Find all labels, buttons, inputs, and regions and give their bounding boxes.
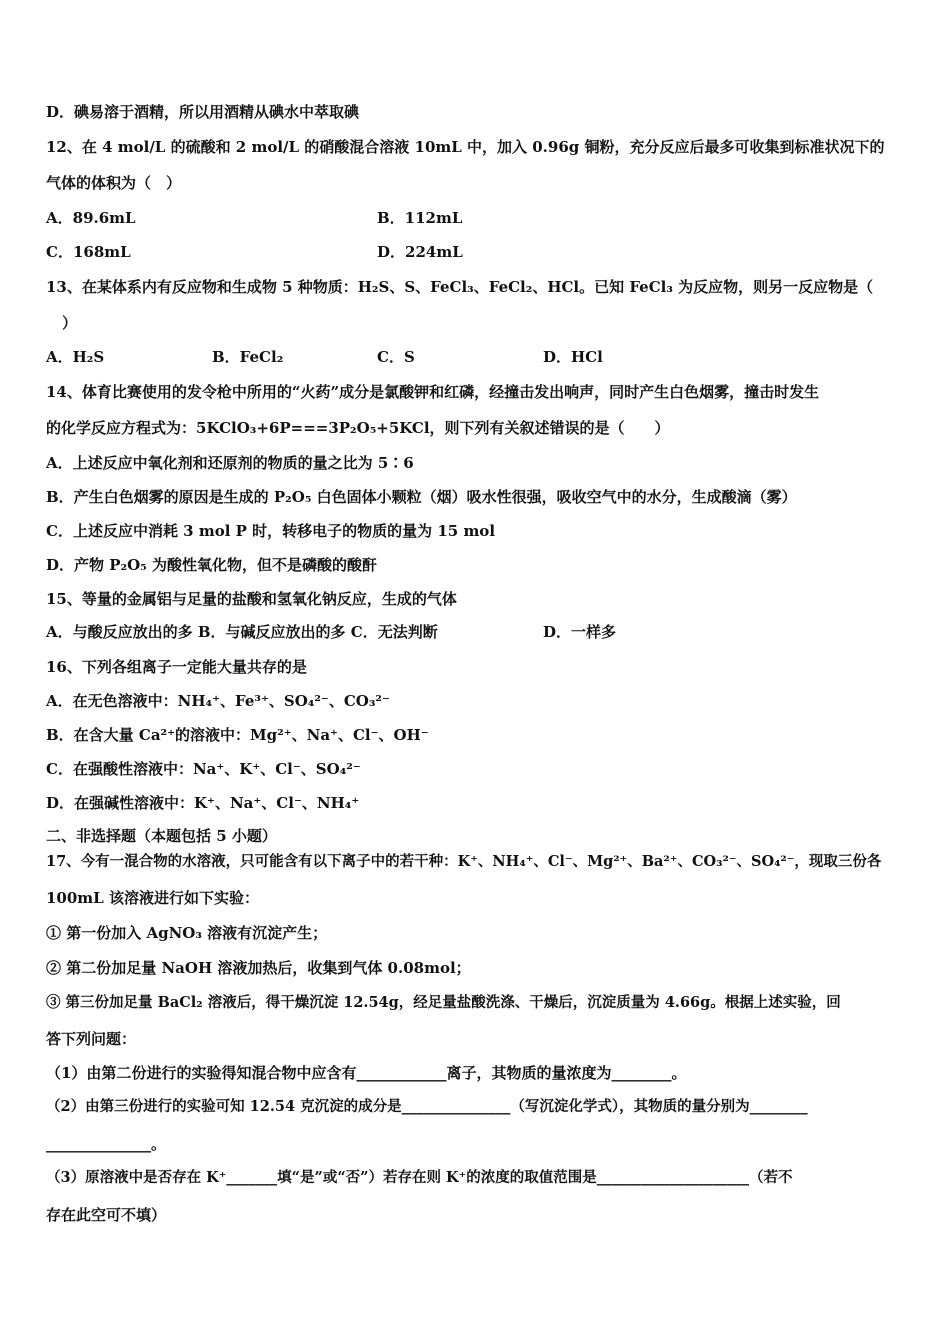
q12-option-b: B．112mL xyxy=(377,209,463,227)
q17-stem-end: 答下列问题： xyxy=(46,1030,137,1048)
q14-option-b: B．产生白色烟雾的原因是生成的 P₂O₅ 白色固体小颗粒（烟）吸水性很强，吸收空气中的水分，生成酸滴（雾） xyxy=(46,488,797,506)
q17-part-2: （2）由第三份进行的实验可知 12.54 克沉淀的成分是_______________（写沉淀化学式），其物质的量分别为________ xyxy=(46,1098,808,1115)
q17-step-3: ③ 第三份加足量 BaCl₂ 溶液后，得干燥沉淀 12.54g，经足量盐酸洗涤、干燥后，沉淀质量为 4.66g。根据上述实验，回 xyxy=(46,994,841,1011)
q13-option-d: D．HCl xyxy=(543,348,603,366)
q14-option-a: A．上述反应中氧化剂和还原剂的物质的量之比为 5∶6 xyxy=(46,454,414,472)
q13-option-c: C．S xyxy=(377,348,415,366)
q17-stem-line2: 100mL 该溶液进行如下实验： xyxy=(46,889,259,907)
q14-option-d: D．产物 P₂O₅ 为酸性氧化物，但不是磷酸的酸酐 xyxy=(46,556,377,574)
q16-option-d: D．在强碱性溶液中：K⁺、Na⁺、Cl⁻、NH₄⁺ xyxy=(46,794,360,812)
q13-option-a: A．H₂S xyxy=(46,348,105,366)
q13-option-b: B．FeCl₂ xyxy=(212,348,284,366)
q17-step-1: ① 第一份加入 AgNO₃ 溶液有沉淀产生； xyxy=(46,924,328,942)
q16-option-a: A．在无色溶液中：NH₄⁺、Fe³⁺、SO₄²⁻、CO₃²⁻ xyxy=(46,692,390,710)
q12-stem-line2: 气体的体积为（ ） xyxy=(46,174,182,192)
q16-stem: 16、下列各组离子一定能大量共存的是 xyxy=(46,658,307,676)
q16-option-c: C．在强酸性溶液中：Na⁺、K⁺、Cl⁻、SO₄²⁻ xyxy=(46,760,361,778)
q17-stem-line1: 17、今有一混合物的水溶液，只可能含有以下离子中的若干种：K⁺、NH₄⁺、Cl⁻、Mg²⁺、Ba²⁺、CO₃²⁻、SO₄²⁻，现取三份各 xyxy=(46,853,882,870)
q14-stem-line1: 14、体育比赛使用的发令枪中所用的“火药”成分是氯酸钾和红磷，经撞击发出响声，同时产生白色烟雾，撞击时发生 xyxy=(46,383,820,401)
q14-option-c: C．上述反应中消耗 3 mol P 时，转移电子的物质的量为 15 mol xyxy=(46,522,496,540)
option-d-iodine: D．碘易溶于酒精，所以用酒精从碘水中萃取碘 xyxy=(46,103,360,121)
q17-part-1: （1）由第二份进行的实验得知混合物中应含有____________离子，其物质的量浓度为________。 xyxy=(46,1064,687,1082)
q15-stem: 15、等量的金属铝与足量的盐酸和氢氧化钠反应，生成的气体 xyxy=(46,590,457,608)
q17-part-3: （3）原溶液中是否存在 K⁺_______填“是”或“否”）若存在则 K⁺的浓度的取值范围是_____________________（若不 xyxy=(46,1169,793,1186)
q14-stem-line2: 的化学反应方程式为：5KClO₃+6P===3P₂O₅+5KCl，则下列有关叙述错误的是（ ） xyxy=(46,419,670,437)
q15-option-d: D．一样多 xyxy=(543,623,617,641)
q17-step-2: ② 第二份加足量 NaOH 溶液加热后，收集到气体 0.08mol； xyxy=(46,959,471,977)
q15-options-abc: A．与酸反应放出的多 B．与碱反应放出的多 C．无法判断 xyxy=(46,623,438,641)
q12-option-c: C．168mL xyxy=(46,243,131,261)
q17-part-3-note: 存在此空可不填） xyxy=(46,1206,167,1224)
q12-stem-line1: 12、在 4 mol/L 的硫酸和 2 mol/L 的硝酸混合溶液 10mL 中，加入 0.96g 铜粉，充分反应后最多可收集到标准状况下的 xyxy=(46,138,885,156)
q13-stem-line2: ） xyxy=(62,314,78,332)
section-2-heading: 二、非选择题（本题包括 5 小题） xyxy=(46,827,277,845)
q16-option-b: B．在含大量 Ca²⁺的溶液中：Mg²⁺、Na⁺、Cl⁻、OH⁻ xyxy=(46,726,429,744)
q17-part-2-blank: ______________。 xyxy=(46,1135,167,1153)
q12-option-a: A．89.6mL xyxy=(46,209,136,227)
q13-stem-line1: 13、在某体系内有反应物和生成物 5 种物质：H₂S、S、FeCl₃、FeCl₂、HCl。已知 FeCl₃ 为反应物，则另一反应物是（ xyxy=(46,278,874,296)
q12-option-d: D．224mL xyxy=(377,243,463,261)
